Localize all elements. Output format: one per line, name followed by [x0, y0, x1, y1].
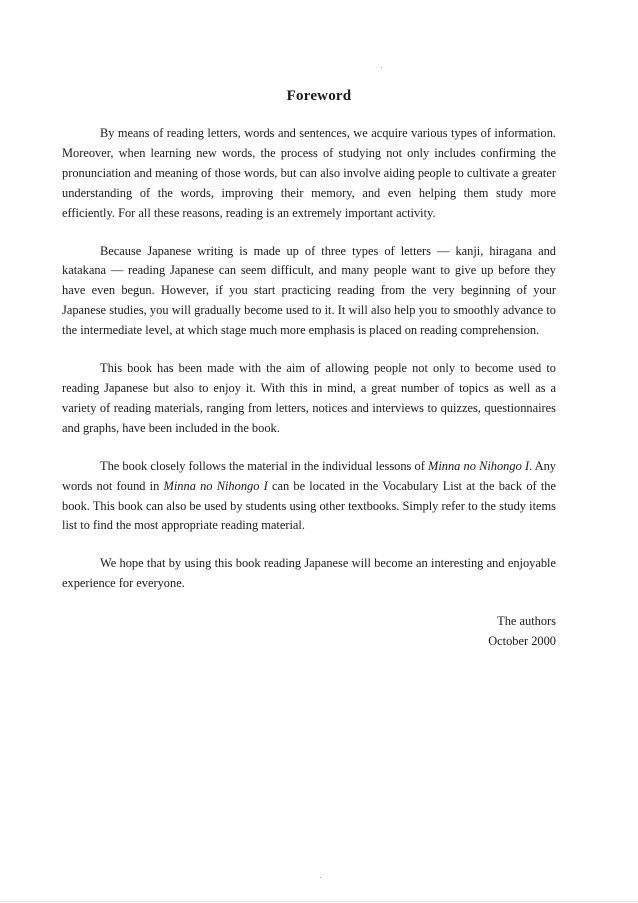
paragraph-text: can be located in the Vocabulary List at the back of the book. This book can also be used by students using other textbooks. Simply refer to the study items list to find the most appropriate reading material.: [62, 478, 557, 533]
signature-author: The authors: [497, 614, 556, 629]
paragraph-text: . Any words not found in: [62, 458, 556, 493]
page-edge-rule: [0, 901, 638, 902]
scan-speck: [381, 67, 382, 68]
foreword-body: [62, 124, 556, 652]
signature-date: October 2000: [488, 634, 556, 649]
paragraph-1: [62, 124, 556, 224]
signature-block: [62, 612, 556, 652]
paragraph-text: Because Japanese writing is made up of three types of letters — kanji, hiragana and katakana — reading Japanese can seem difficult, and many people want to give up before they have even begun. However, if you start practicing reading from the very beginning of your Japanese studies, you will gradually become used to it. It will also help you to smoothly advance to the intermediate level, at which stage much more emphasis is placed on reading comprehension.: [62, 243, 556, 338]
paragraph-5: [62, 554, 556, 594]
paragraph-2: [62, 242, 556, 342]
paragraph-4: [62, 457, 556, 537]
paragraph-text: The book closely follows the material in the individual lessons of: [100, 458, 429, 473]
paragraph-text: By means of reading letters, words and sentences, we acquire various types of information. Moreover, when learning new words, the process of studying not only includes confirming the pronunciation and meaning of those words, but can also involve aiding people to cultivate a greater understanding of the words, improving their memory, and even helping them study more efficiently. For all these reasons, reading is an extremely important activity.: [62, 126, 556, 220]
page-title: Foreword: [286, 88, 352, 104]
book-title-italic: Minna no Nihongo I: [163, 478, 268, 493]
scan-speck: [320, 877, 321, 878]
book-title-italic: Minna no Nihongo I: [428, 458, 530, 473]
paragraph-text: This book has been made with the aim of allowing people not only to become used to reading Japanese but also to enjoy it. With this in mind, a great number of topics as well as a variety of reading materials, ranging from letters, notices and interviews to quizzes, questionnaires and graphs, have been included in the book.: [62, 361, 556, 435]
paragraph-3: [62, 359, 556, 439]
paragraph-text: We hope that by using this book reading Japanese will become an interesting and enjoyable experience for everyone.: [62, 556, 556, 591]
